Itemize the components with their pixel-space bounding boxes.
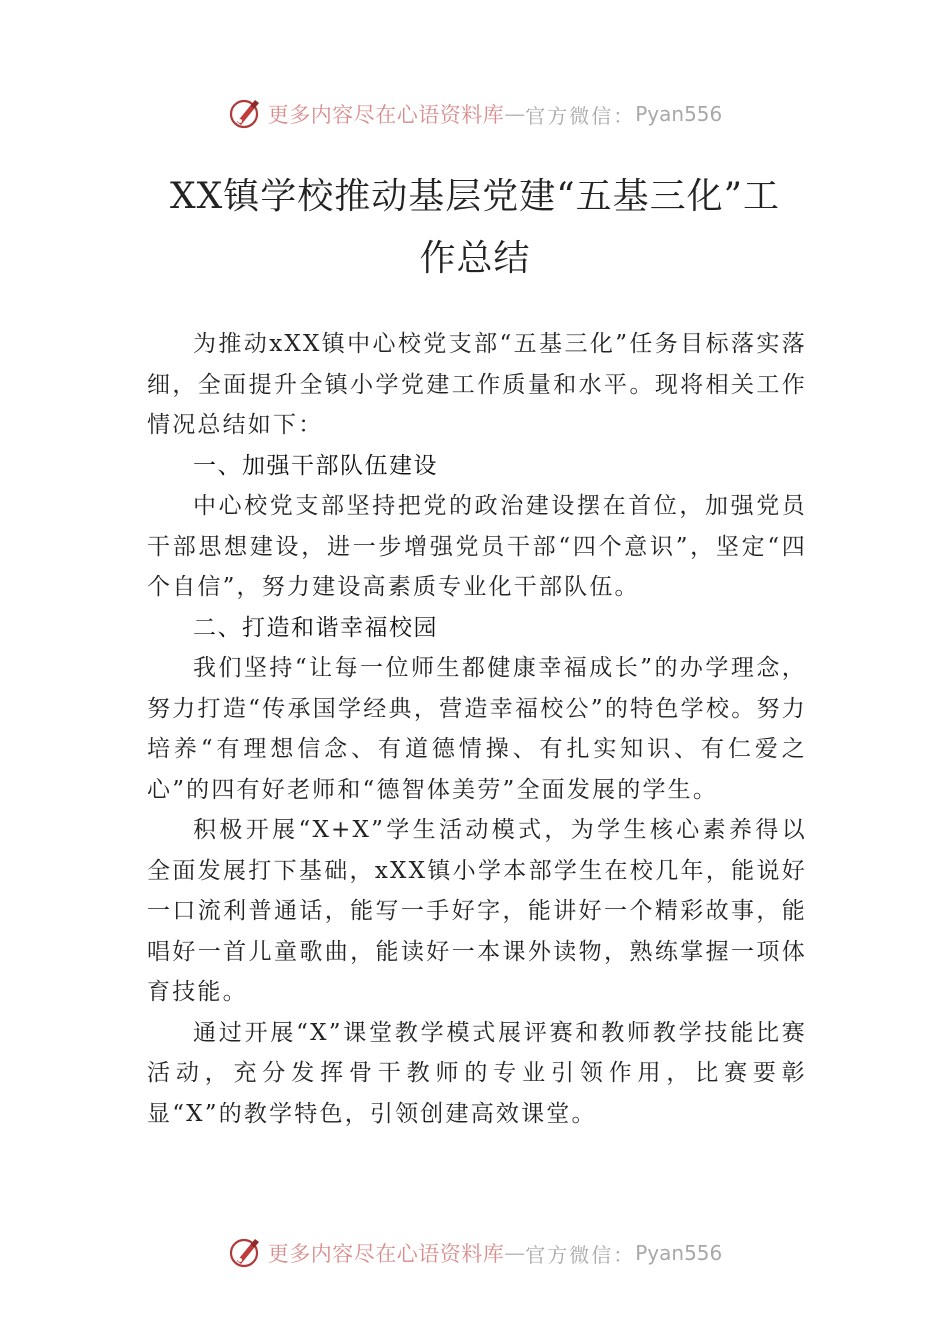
watermark-account: Pyan556 [635,102,723,126]
document-body [147,324,807,1134]
watermark-account: Pyan556 [635,1241,723,1265]
pen-logo-icon [228,96,264,132]
section-2-paragraph-1: 我们坚持“让每一位师生都健康幸福成长”的办学理念，努力打造“传承国学经典，营造幸福校公”的特色学校。努力培养“有理想信念、有道德情操、有扎实知识、有仁爱之心”的四有好老师和“德智体美劳”全面发展的学生。 [147,655,807,803]
watermark-dash: — [504,102,526,126]
section-2-paragraph-2: 积极开展“X+X”学生活动模式，为学生核心素养得以全面发展打下基础，xXX镇小学本部学生在校几年，能说好一口流利普通话，能写一手好字，能讲好一个精彩故事，能唱好一首儿童歌曲，能读好一本课外读物，熟练掌握一项体育技能。 [147,817,807,1005]
watermark-main-text: 更多内容尽在心语资料库 [267,1242,505,1266]
section-2-paragraph-3: 通过开展“X”课堂教学模式展评赛和教师教学技能比赛活动，充分发挥骨干教师的专业引领作用，比赛要彰显“X”的教学特色，引领创建高效课堂。 [147,1019,807,1127]
section-1-paragraph-1: 中心校党支部坚持把党的政治建设摆在首位，加强党员干部思想建设，进一步增强党员干部“四个意识”，坚定“四个自信”，努力建设高素质专业化干部队伍。 [147,493,807,600]
watermark-side-text: 官方微信： [525,1242,636,1267]
header-watermark [0,94,950,134]
pen-logo-icon [228,1235,264,1271]
watermark-main-text: 更多内容尽在心语资料库 [267,103,505,127]
section-2-heading: 二、打造和谐幸福校园 [193,614,438,641]
watermark-dash: — [504,1241,526,1265]
intro-paragraph: 为推动xXX镇中心校党支部“五基三化”任务目标落实落细，全面提升全镇小学党建工作质量和水平。现将相关工作情况总结如下： [147,331,807,438]
footer-watermark [0,1233,950,1273]
watermark-side-text: 官方微信： [525,103,636,128]
title-line-2: 作总结 [419,238,531,279]
title-line-1: XX镇学校推动基层党建“五基三化”工 [169,176,781,217]
document-title [120,166,830,290]
section-1-heading: 一、加强干部队伍建设 [193,452,438,479]
